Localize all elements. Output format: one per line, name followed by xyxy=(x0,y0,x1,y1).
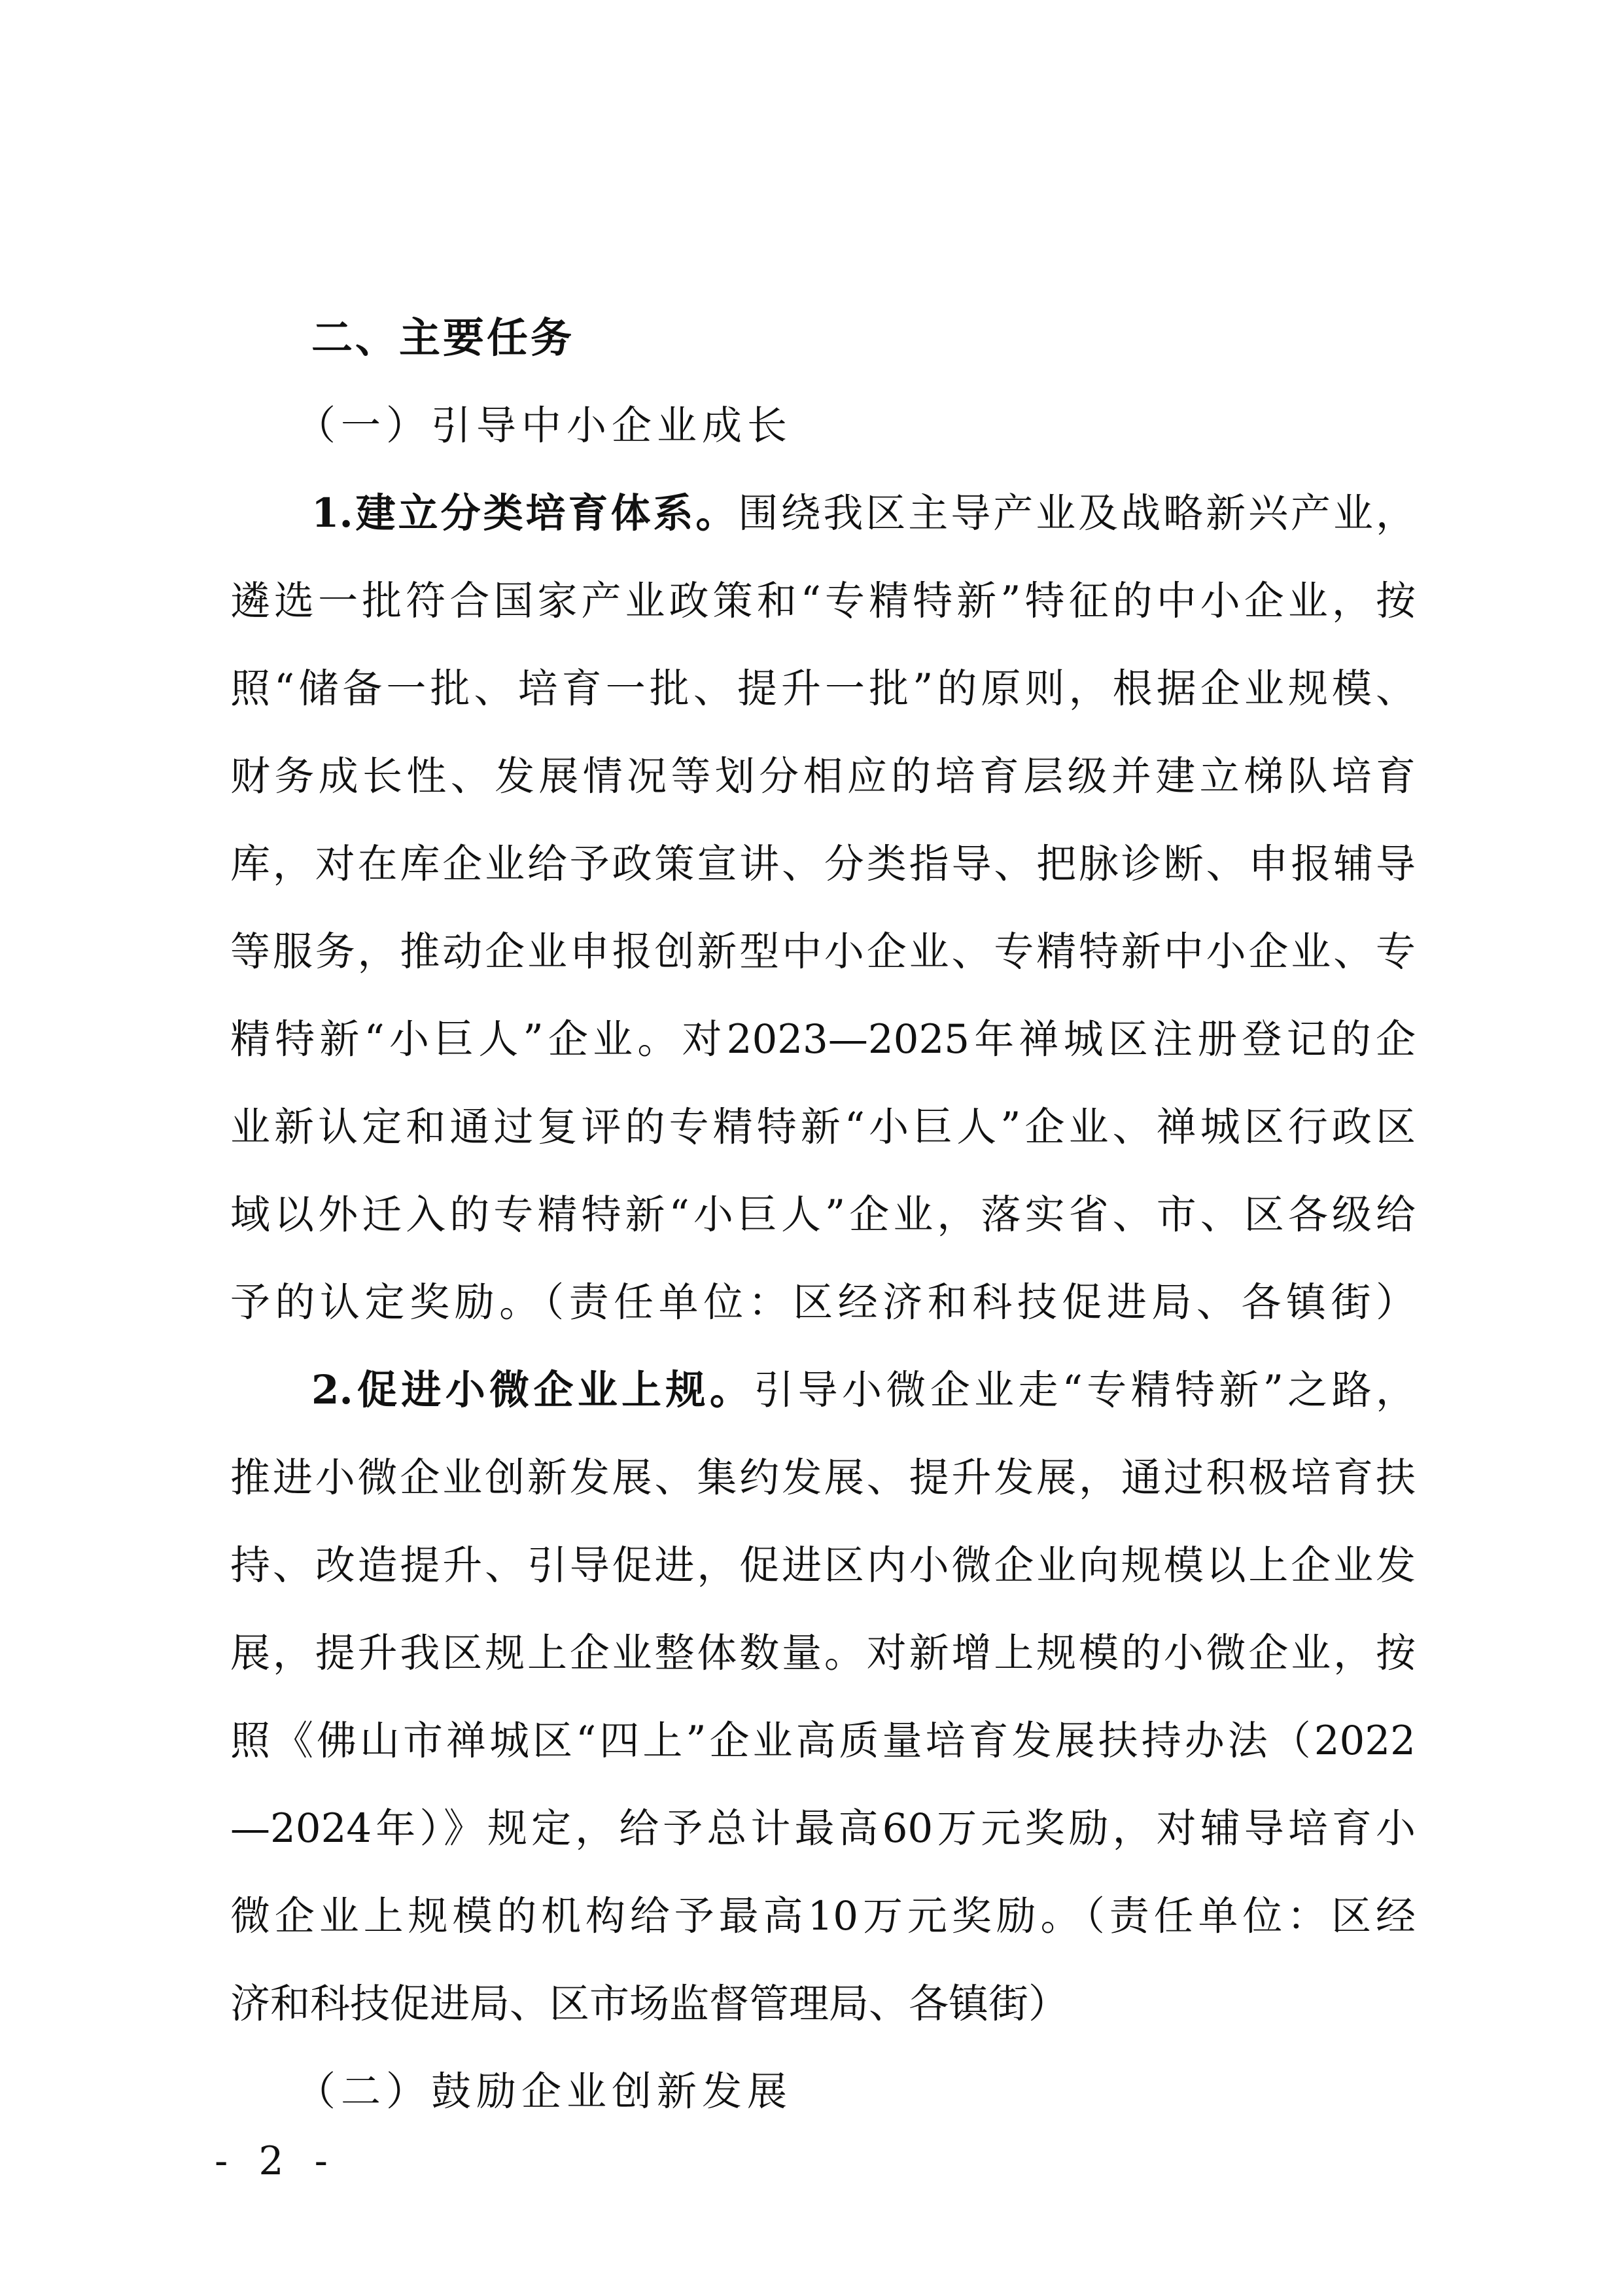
item-2-lead: 2.促进小微企业上规。 xyxy=(311,1367,754,1413)
item-1-line-6: 精特新“小巨人”企业。对2023—2025年禅城区注册登记的企 xyxy=(230,1016,1416,1063)
item-1-line-9: 予的认定奖励。（责任单位：区经济和科技促进局、各镇街） xyxy=(230,1279,1416,1326)
item-1-first-line xyxy=(230,470,1416,557)
item-1-line-0: 围绕我区主导产业及战略新兴产业， xyxy=(738,490,1416,537)
item-1-line-8: 域以外迁入的专精特新“小巨人”企业，落实省、市、区各级给 xyxy=(230,1192,1416,1238)
section-heading: 二、主要任务 xyxy=(311,314,574,362)
item-1-line-1: 遴选一批符合国家产业政策和“专精特新”特征的中小企业，按 xyxy=(230,578,1416,624)
item-2-line-4: 照《佛山市禅城区“四上”企业高质量培育发展扶持办法（2022 xyxy=(230,1718,1416,1764)
item-2-line-0: 引导小微企业走“专精特新”之路， xyxy=(754,1367,1416,1413)
page-number: - 2 - xyxy=(215,2138,337,2184)
item-1-line-4: 库，对在库企业给予政策宣讲、分类指导、把脉诊断、申报辅导 xyxy=(230,841,1416,887)
item-1-line-3: 财务成长性、发展情况等划分相应的培育层级并建立梯队培育 xyxy=(230,753,1416,800)
item-2-line-5: —2024年）》规定，给予总计最高60万元奖励，对辅导培育小 xyxy=(230,1805,1416,1852)
item-1-line-5: 等服务，推动企业申报创新型中小企业、专精特新中小企业、专 xyxy=(230,928,1416,975)
item-2-line-2: 持、改造提升、引导促进，促进区内小微企业向规模以上企业发 xyxy=(230,1542,1416,1589)
document-body xyxy=(230,294,1416,2136)
item-2-line-3: 展，提升我区规上企业整体数量。对新增上规模的小微企业，按 xyxy=(230,1630,1416,1676)
item-2-line-1: 推进小微企业创新发展、集约发展、提升发展，通过积极培育扶 xyxy=(230,1455,1416,1501)
item-1-line-7: 业新认定和通过复评的专精特新“小巨人”企业、禅城区行政区 xyxy=(230,1104,1416,1150)
item-2-first-line xyxy=(230,1347,1416,1434)
item-2-line-6: 微企业上规模的机构给予最高10万元奖励。（责任单位：区经 xyxy=(230,1893,1416,1939)
item-1-line-2: 照“储备一批、培育一批、提升一批”的原则，根据企业规模、 xyxy=(230,665,1416,712)
item-1-lead: 1.建立分类培育体系。 xyxy=(311,490,739,537)
subheading-1: （一）引导中小企业成长 xyxy=(296,402,793,449)
item-2-line-7: 济和科技促进局、区市场监督管理局、各镇街） xyxy=(230,1981,1069,2027)
subheading-2: （二）鼓励企业创新发展 xyxy=(296,2068,793,2115)
